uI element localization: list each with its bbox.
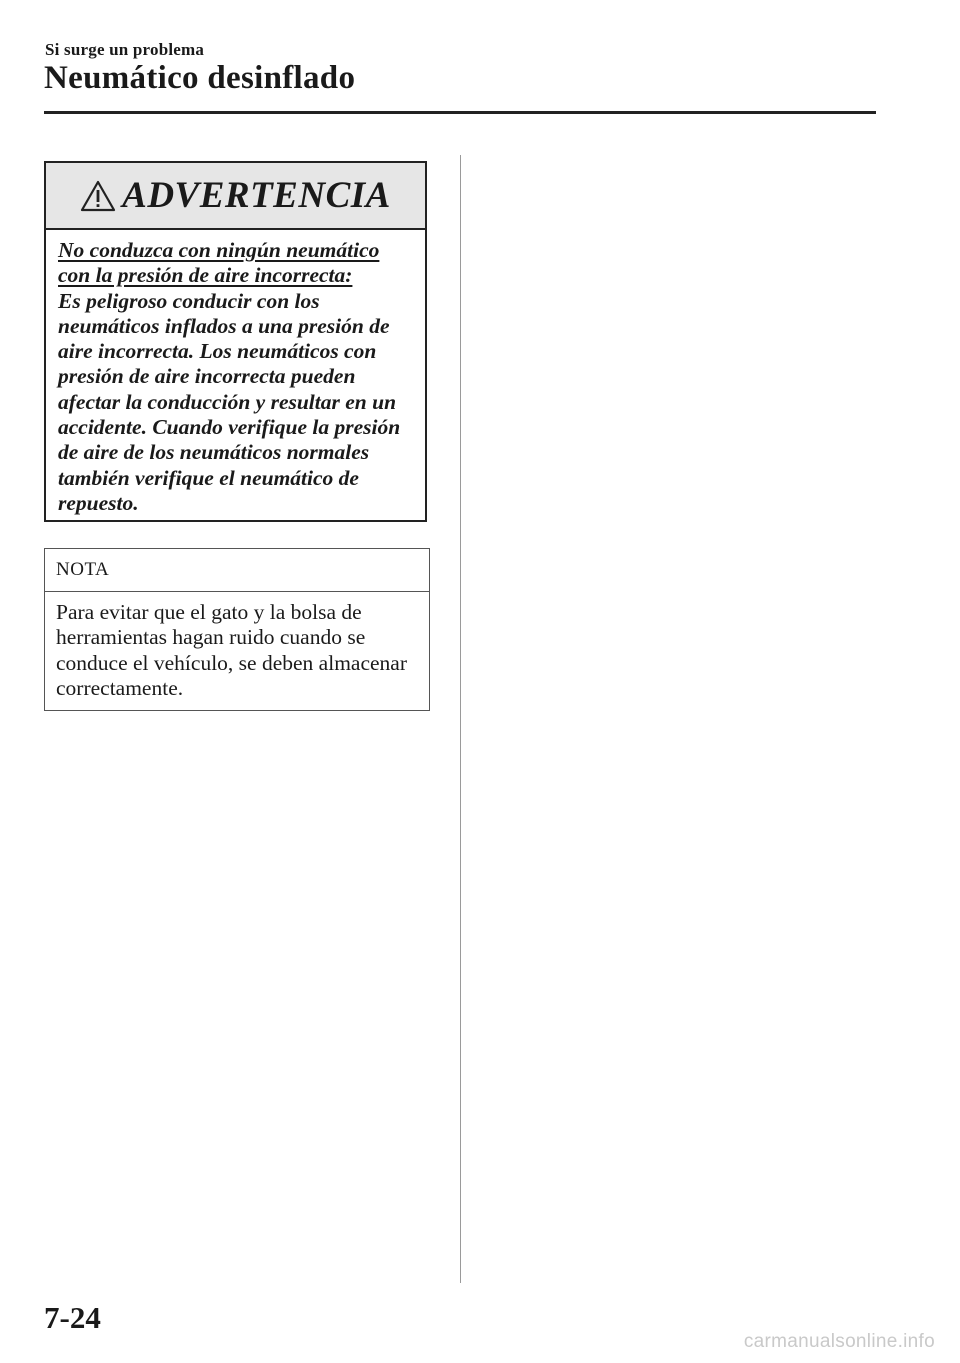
note-box	[44, 548, 430, 711]
section-label: Si surge un problema	[45, 40, 205, 59]
warning-body	[46, 230, 425, 516]
note-title: NOTA	[45, 549, 429, 592]
column-divider	[460, 155, 461, 1283]
warning-box	[44, 161, 427, 522]
warning-title: ADVERTENCIA	[122, 175, 391, 216]
watermark: carmanualsonline.info	[743, 1331, 935, 1352]
page-title: Neumático desinflado	[44, 60, 356, 96]
note-text: Para evitar que el gato y la bolsa de herramientas hagan ruido cuando se conduce el vehículo, se deben almacenar correctamente.	[56, 600, 407, 701]
title-rule	[44, 111, 876, 114]
warning-header	[46, 163, 425, 230]
page-number: 7-24	[44, 1300, 101, 1335]
warning-lead: No conduzca con ningún neumático con la presión de aire incorrecta:	[58, 238, 380, 288]
warning-text: Es peligroso conducir con los neumáticos inflados a una presión de aire incorrecta. Los neumáticos con presión de aire incorrecta pueden afectar la conducción y resultar en un accidente. Cuando verifique la presión de aire de los neumáticos normales también verifique el neumático de repuesto.	[58, 288, 401, 515]
warning-triangle-icon	[80, 180, 116, 212]
